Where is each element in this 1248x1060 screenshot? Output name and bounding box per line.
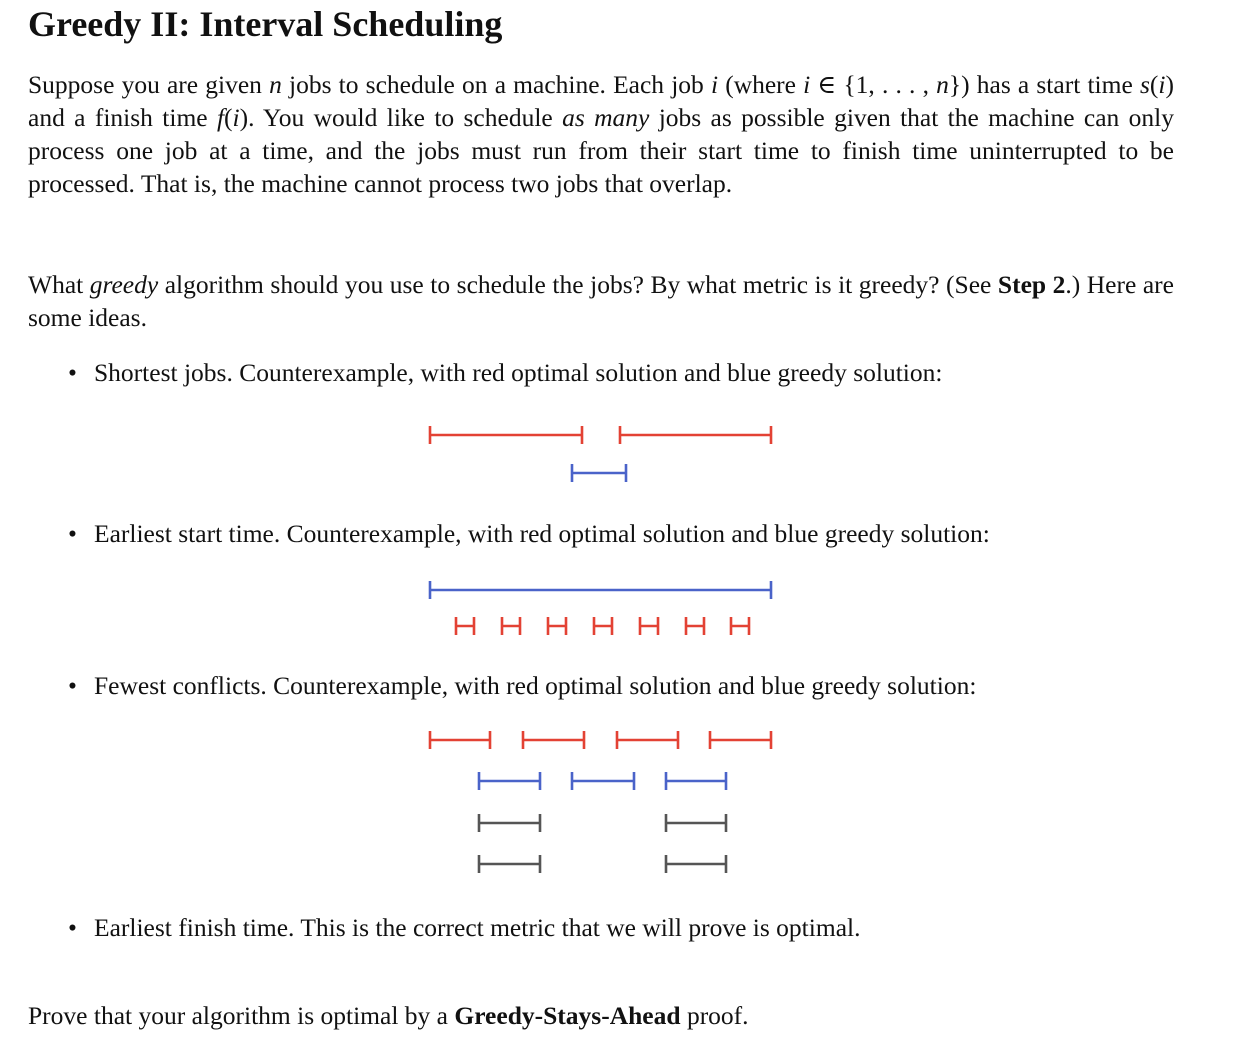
bullet-label: Earliest start time. Counterexample, with red optimal solution and blue greedy solution: — [94, 519, 990, 548]
math-n: n — [936, 70, 949, 99]
emphasis-as-many: as many — [562, 103, 650, 132]
intro-text: ). You would like to schedule — [239, 103, 563, 132]
bullet-label: Earliest finish time. This is the correct metric that we will prove is optimal. — [94, 913, 861, 942]
math-s: s — [1139, 70, 1150, 99]
optimal-interval — [456, 617, 474, 635]
bullet-label: Fewest conflicts. Counterexample, with red optimal solution and blue greedy solution: — [94, 671, 977, 700]
other-interval — [666, 814, 726, 832]
intro-text: }) has a start time — [948, 70, 1140, 99]
math-i: i — [803, 70, 811, 99]
other-interval — [666, 855, 726, 873]
page-title: Greedy II: Interval Scheduling — [28, 4, 503, 44]
step-reference: Step 2 — [997, 270, 1066, 299]
intro-text: Suppose you are given — [28, 70, 270, 99]
optimal-interval — [523, 731, 584, 749]
optimal-interval — [548, 617, 566, 635]
emphasis-greedy: greedy — [89, 270, 159, 299]
fewest-conflicts-diagram — [0, 720, 1248, 890]
bullet-dot: • — [68, 913, 77, 942]
other-interval — [479, 814, 540, 832]
question-text: algorithm should you use to schedule the jobs? By what metric is it greedy? (See — [158, 270, 998, 299]
intro-paragraph — [28, 68, 1174, 200]
optimal-interval — [502, 617, 520, 635]
greedy-interval — [666, 772, 726, 790]
math-i: i — [232, 103, 240, 132]
bullet-dot: • — [68, 358, 77, 387]
greedy-interval — [479, 772, 540, 790]
optimal-interval — [430, 731, 490, 749]
intro-text: ) and a finish time — [28, 70, 1174, 132]
conclusion-paragraph — [28, 999, 1174, 1032]
intro-text: ( — [224, 103, 233, 132]
intro-text: jobs as possible given that the machine can only process one job at a time, and the jobs must run from their start time to finish time uninterrupted to be processed. That is, the machine cannot process two jobs that overlap. — [28, 103, 1174, 198]
intro-text: (where — [718, 70, 804, 99]
greedy-interval — [572, 464, 626, 482]
other-interval — [479, 855, 540, 873]
optimal-interval — [710, 731, 771, 749]
optimal-interval — [430, 426, 582, 444]
optimal-interval — [620, 426, 771, 444]
conclusion-text: Prove that your algorithm is optimal by a — [28, 1001, 455, 1030]
bullet-dot: • — [68, 519, 77, 548]
greedy-interval — [572, 772, 634, 790]
greedy-interval — [430, 581, 771, 599]
proof-technique: Greedy-Stays-Ahead — [454, 1001, 681, 1030]
conclusion-text: proof. — [680, 1001, 749, 1030]
optimal-interval — [594, 617, 612, 635]
bullet-label: Shortest jobs. Counterexample, with red optimal solution and blue greedy solution: — [94, 358, 943, 387]
question-paragraph — [28, 268, 1174, 334]
optimal-interval — [617, 731, 678, 749]
intro-text: ∈ {1, . . . , — [810, 70, 937, 99]
math-i: i — [710, 70, 719, 99]
question-text: .) Here are some ideas. — [28, 270, 1174, 332]
optimal-interval — [686, 617, 704, 635]
shortest-jobs-diagram — [0, 410, 1248, 500]
optimal-interval — [731, 617, 749, 635]
optimal-interval — [640, 617, 658, 635]
math-n: n — [269, 70, 282, 99]
intro-text: ( — [1149, 70, 1159, 99]
math-f: f — [216, 103, 225, 132]
bullet-dot: • — [68, 671, 77, 700]
question-text: What — [28, 270, 90, 299]
intro-text: jobs to schedule on a machine. Each job — [281, 70, 711, 99]
earliest-start-diagram — [0, 570, 1248, 650]
math-i: i — [1158, 70, 1166, 99]
